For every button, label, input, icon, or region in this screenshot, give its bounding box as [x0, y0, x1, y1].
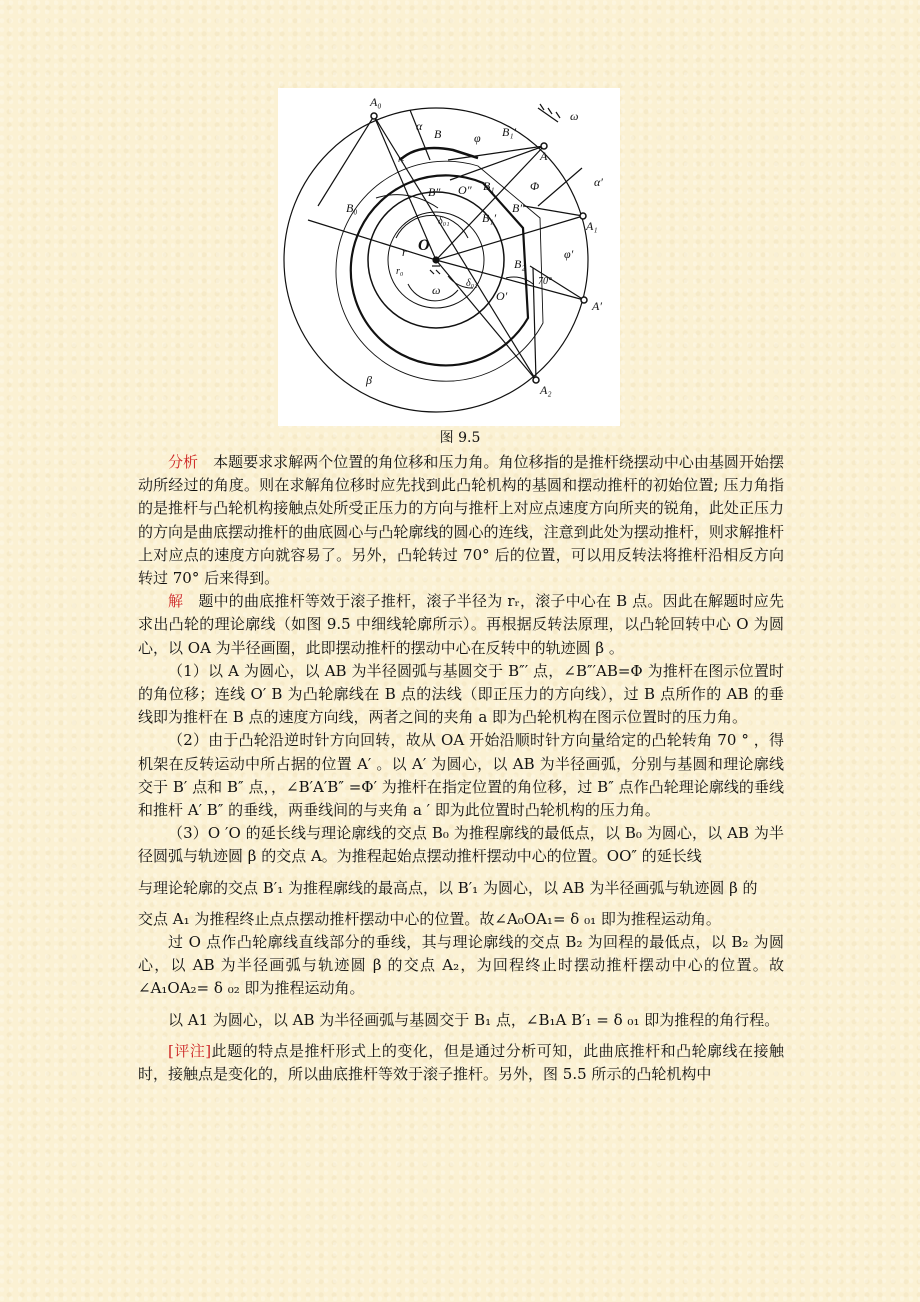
cam-profile [351, 175, 528, 365]
label-r0: r₀ [396, 266, 404, 277]
comment-tag: [评注] [168, 1041, 212, 1060]
label-alpha-prime: α′ [594, 175, 603, 189]
label-B-dprime2: B″ [512, 201, 525, 215]
label-A: A [540, 149, 548, 163]
label-angle70: 70° [538, 276, 552, 287]
label-omega-bottom: ω [432, 283, 441, 297]
label-A1: A₁ [586, 219, 598, 233]
cam-mechanism-diagram [278, 88, 620, 426]
comment-text: 此题的特点是推杆形式上的变化，但是通过分析可知，此曲底推杆和凸轮廓线在接触时，接触点是变化的，所以曲底推杆等效于滚子推杆。另外，图 5.5 所示的凸轮机构中 [138, 1041, 784, 1084]
label-B1-prime: B₁′ [502, 125, 517, 139]
label-beta: β [366, 373, 372, 387]
label-O-dprime: O″ [458, 183, 472, 197]
step3e-paragraph: 以 A1 为圆心，以 AB 为半径画弧与基圆交于 B₁ 点，∠B₁A B′₁ = δ ₀₁ 即为推程的角行程。 [168, 1010, 780, 1029]
step3c-paragraph: 交点 A₁ 为推程终止点点摆动推杆摆动中心的位置。故∠A₀OA₁= δ ₀₁ 即为推程运动角。 [138, 909, 721, 928]
solution-text: 题中的曲底推杆等效于滚子推杆，滚子半径为 rᵣ，滚子中心在 B 点。因此在解题时应先求出凸轮的理论廓线（如图 9.5 中细线轮廓所示）。再根据反转法原理，以凸轮回转中心 O 为圆心，以 OA 为半径画圈，此即摆动推杆的摆动中心在反转中的轨迹圆 β 。 [138, 592, 784, 657]
label-O: O [418, 237, 430, 254]
label-omega-top: ω [570, 109, 579, 123]
label-alpha: α [416, 119, 423, 133]
label-A2: A₂ [540, 383, 552, 397]
step2-paragraph: （2）由于凸轮沿逆时针方向回转，故从 OA 开始沿顺时针方向量给定的凸轮转角 70 ° ，得机架在反转运动中所占据的位置 A′ 。以 A′ 为圆心，以 AB 为半径画弧，分别与基圆和理论廓线交于 B′ 点和 B″ 点，，∠B′A′B″ =Φ′ 为推杆在指定位置的角位移，过 B″ 点作凸轮理论廓线的垂线和推杆 A′ B″ 的垂线，两垂线间的与夹角 a ′ 即为此位置时凸轮机构的压力角。 [138, 731, 784, 820]
label-phi: φ [474, 131, 481, 145]
analysis-tag: 分析 [168, 453, 199, 471]
label-B1: B₁ [483, 179, 495, 193]
label-B2: B₂ [514, 257, 526, 271]
step3d-paragraph: 过 O 点作凸轮廓线直线部分的垂线，其与理论廓线的交点 B₂ 为回程的最低点，以 B₂ 为圆心，以 AB 为半径画弧与轨迹圆 β 的交点 A₂，为回程终止时摆动推杆摆动中心的位置。故∠A₁OA₂= δ ₀₂ 即为推程运动角。 [138, 933, 784, 998]
label-delta01: δ₀₁ [438, 216, 450, 227]
analysis-paragraph [138, 451, 784, 590]
document-body [138, 451, 784, 1086]
label-O-prime: O′ [496, 289, 508, 303]
figure-caption: 图 9.5 [439, 430, 481, 446]
solution-tag: 解 [168, 592, 184, 611]
label-A0: A₀ [370, 95, 382, 109]
label-A-prime: A′ [592, 299, 602, 313]
label-r: r [402, 245, 407, 259]
solution-paragraph [138, 590, 784, 660]
label-delta02: δ₀₂ [466, 278, 478, 289]
figure-9-5 [278, 88, 620, 426]
label-B0: B₀ [346, 201, 358, 215]
step1-paragraph: （1）以 A 为圆心，以 AB 为半径圆弧与基圆交于 B″′ 点，∠B″′AB=Φ 为推杆在图示位置时的角位移；连线 O′ B 为凸轮廓线在 B 点的法线（即正压力的方向线），过 B 点所作的 AB 的垂线即为推杆在 B 点的速度方向线，两者之间的夹角 a 即为凸轮机构在图示位置时的压力角。 [138, 661, 784, 727]
step3a-paragraph: （3）O ′O 的延长线与理论廓线的交点 B₀ 为推程廓线的最低点，以 B₀ 为圆心，以 AB 为半径圆弧与轨迹圆 β 的交点 A。为推程起始点摆动推杆摆动中心的位置。OO″ 的延长线 [138, 824, 784, 866]
label-Phi: Φ [530, 179, 540, 193]
comment-paragraph [138, 1040, 784, 1086]
label-B1-prime2: B₁′ [482, 211, 497, 225]
label-rr: rᵣ [398, 154, 405, 165]
step3b-paragraph: 与理论轮廓的交点 B′₁ 为推程廓线的最高点，以 B′₁ 为圆心，以 AB 为半径画弧与轨迹圆 β 的 [138, 878, 758, 897]
label-B: B [434, 127, 442, 141]
analysis-text: 本题要求求解两个位置的角位移和压力角。角位移指的是推杆绕摆动中心由基圆开始摆动所经过的角度。则在求解角位移时应先找到此凸轮机构的基圆和摆动推杆的初始位置; 压力角指的是推杆与凸轮机构接触点处所受正压力的方向与推杆上对应点速度方向所夹的锐角，此处正压力的方向是曲底摆动推杆的曲底圆心与凸轮廓线的圆心的连线，注意到此处为摆动推杆，则求解推杆上对应点的速度方向就容易了。另外，凸轮转过 70° 后的位置，可以用反转法将推杆沿相反方向转过 70° 后来得到。 [138, 453, 784, 588]
label-B-dprime: B″ [428, 185, 441, 199]
label-phi-prime: φ′ [564, 247, 574, 261]
